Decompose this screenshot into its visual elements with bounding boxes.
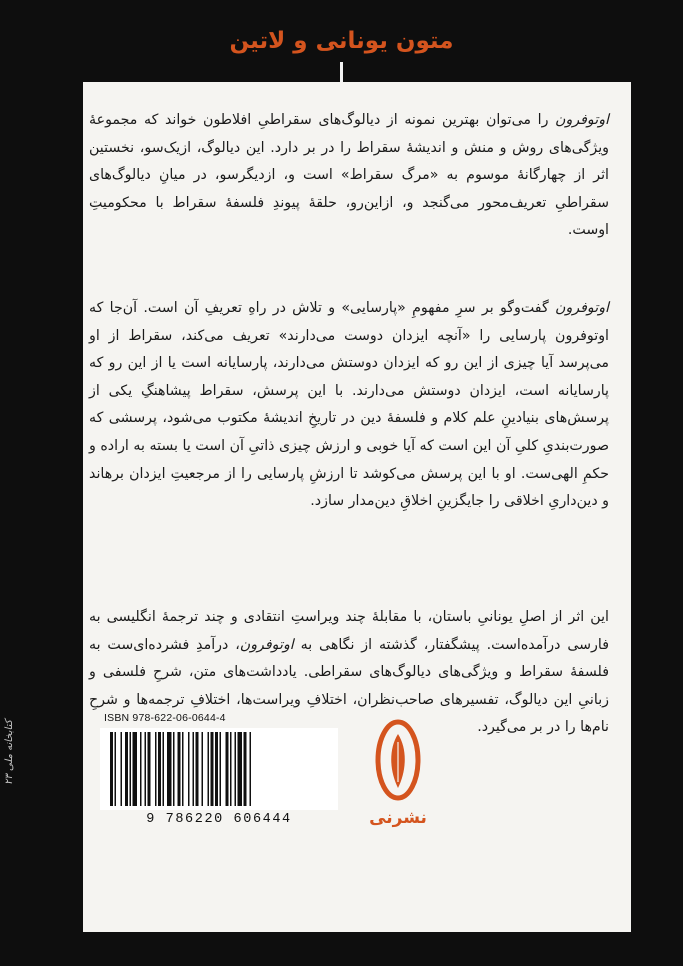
barcode-bar: [230, 732, 232, 806]
barcode-bar: [182, 732, 184, 806]
barcode-bar: [173, 732, 175, 806]
barcode-bars: [100, 728, 338, 810]
barcode-bar: [193, 732, 195, 806]
handwritten-note: کتابخانه ملی ۲۳: [4, 719, 15, 785]
barcode-bar: [115, 732, 117, 806]
barcode-bar: [220, 732, 222, 806]
series-title: متون یونانی و لاتین: [229, 28, 454, 54]
isbn-barcode: [100, 712, 338, 827]
paragraph-text: گفت‌وگو بر سرِ مفهومِ «پارسایی» و تلاش در راهِ تعریفِ آن است. آن‌جا که اوتوفرون پارسایی را «آنچه ایزدان دوست می‌دارند» تعریف می‌کند، سقراط از او می‌پرسد آیا چیزی از این رو که ایزدان دوستش می‌دارند، پارسایانه است یا از این رو که پارسایانه است، ایزدان دوستش می‌دارند. با این پرسش، سقراط پیشاهنگِ یکی از پرسش‌های بنیادینِ علم کلام و فلسفهٔ دین در تاریخِ اندیشهٔ مکتوب می‌شود، پرسشی که صورت‌بندیِ کلیِ آن این است که آیا خوبی و ارزش چیزی ذاتیِ آن است یا بسته به اراده و حکمِ الهی‌ست. او با این پرسش می‌کوشد تا ارزشِ پارسایی را از مرجعیتِ ایزدان برهاند و دین‌داریِ اخلاقی را جایگزینِ اخلاقِ دین‌مدار سازد.: [89, 300, 609, 510]
barcode-bar: [188, 732, 190, 806]
book-title-italic: اوتوفرون: [555, 112, 609, 128]
barcode-bar: [238, 732, 243, 806]
barcode-bar: [148, 732, 151, 806]
barcode-bar: [244, 732, 247, 806]
blurb-paragraph-1: [89, 107, 609, 245]
barcode-bar: [110, 732, 113, 806]
barcode-bar: [130, 732, 132, 806]
barcode-bar: [140, 732, 142, 806]
paragraph-text: ، درآمدِ فشرده‌ای‌ست به فلسفهٔ سقراط و ویژگی‌های دیالوگ‌های سقراطی. یادداشت‌های متن، شرحِ فلسفی و زبانیِ این دیالوگ، تفسیرهای صاحب‌نظران، اختلافِ ویراست‌ها، اختلافِ ترجمه‌ها و شرحِ نام‌ها را در بر می‌گیرد.: [89, 636, 609, 736]
blurb-paragraph-2: [89, 295, 609, 516]
publisher-name: نشرنی: [369, 808, 427, 828]
barcode-bar: [125, 732, 128, 806]
barcode-bar: [155, 732, 157, 806]
barcode-bar: [211, 732, 214, 806]
barcode-bars-graphic: [100, 728, 338, 810]
barcode-bar: [178, 732, 181, 806]
barcode-bar: [250, 732, 252, 806]
barcode-bar: [215, 732, 218, 806]
barcode-bar: [145, 732, 147, 806]
barcode-bar: [235, 732, 237, 806]
barcode-bar: [208, 732, 210, 806]
barcode-bar: [158, 732, 161, 806]
barcode-bar: [163, 732, 165, 806]
barcode-bar: [196, 732, 199, 806]
paragraph-text: این اثر از اصلِ یونانیِ باستان، با مقابلهٔ چند ویراستِ انتقادی و چند ترجمهٔ انگلیسی به فارسی درآمده‌است. پیشگفتار، گذشته از نگاهی به: [89, 609, 609, 653]
barcode-bar: [226, 732, 229, 806]
book-title-italic: اوتوفرون: [555, 300, 609, 316]
paragraph-text: را می‌توان بهترین نمونه از دیالوگ‌های سقراطیِ افلاطون خواند که مجموعهٔ ویژگی‌های روش و منش و اندیشهٔ سقراط را در بر دارد. این دیالوگ، ازیک‌سو، نخستین اثر از چهارگانهٔ موسوم به «مرگ سقراط» است و، ازدیگرسو، در میانِ دیالوگ‌های سقراطیِ تعریف‌محور می‌گنجد و، ازاین‌رو، حلقهٔ پیوندِ فلسفهٔ سقراط با محکومیتِ اوست.: [89, 112, 609, 239]
barcode-bar: [133, 732, 138, 806]
isbn-label: ISBN 978-622-06-0644-4: [104, 712, 226, 724]
book-title-italic: اوتوفرون: [239, 636, 294, 653]
publisher-logo-icon: [373, 716, 423, 804]
barcode-bar: [167, 732, 172, 806]
barcode-digits: 9 786220 606444: [146, 812, 292, 827]
barcode-bar: [121, 732, 123, 806]
barcode-bar: [202, 732, 204, 806]
